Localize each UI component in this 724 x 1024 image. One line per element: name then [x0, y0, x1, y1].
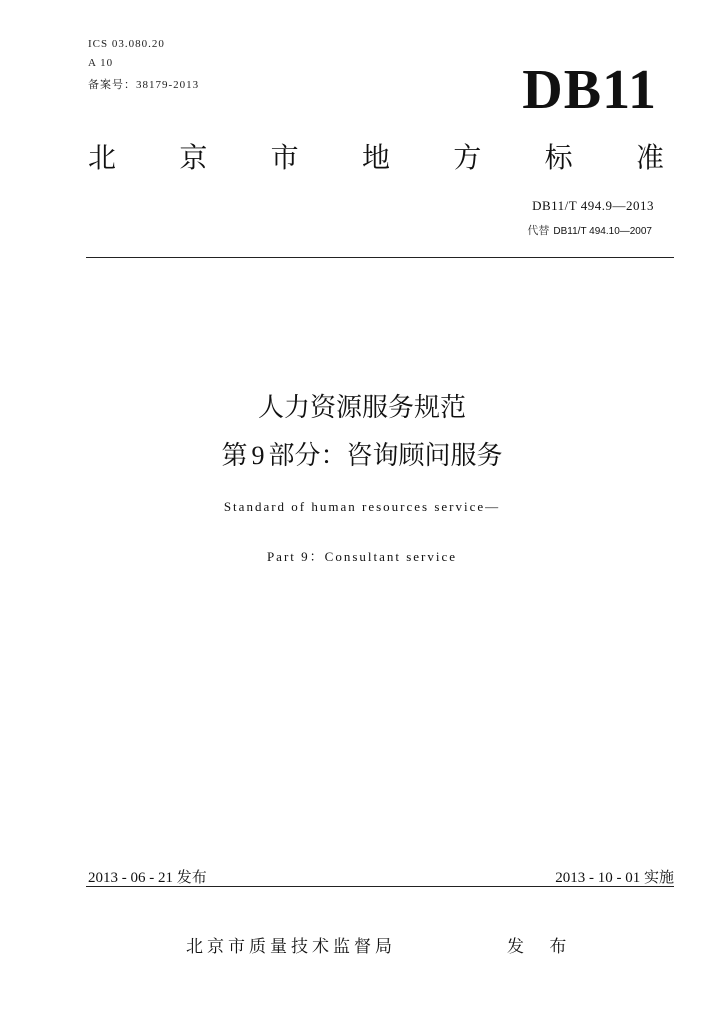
- title-part-prefix: 第: [221, 441, 248, 471]
- standard-number: DB11/T 494.9—2013: [532, 198, 654, 213]
- title-chinese-line-1: 人力资源服务规范: [257, 393, 466, 423]
- header-divider: [86, 257, 674, 258]
- implementation-date: [420, 866, 674, 887]
- issue-date: [88, 866, 207, 887]
- standard-type-char: 市: [270, 141, 299, 174]
- standard-type-char: 北: [88, 141, 117, 174]
- ics-code: ICS 03.080.20: [88, 38, 165, 50]
- footer-divider: [86, 886, 674, 887]
- title-chinese-line-2: [0, 436, 724, 476]
- replaces-number: DB11/T 494.10—2007: [553, 226, 652, 237]
- registration-label: 备案号：: [88, 78, 136, 91]
- ccs-code: A 10: [88, 57, 114, 69]
- standard-type-char: 准: [635, 141, 664, 174]
- title-part-rest: 部分：咨询顾问服务: [268, 441, 503, 471]
- standard-type-char: 方: [453, 141, 482, 174]
- registration-number: [88, 76, 199, 92]
- registration-value: 38179-2013: [136, 79, 200, 91]
- standard-type-char: 地: [361, 141, 390, 174]
- title-english-line-1: Standard of human resources service—: [223, 499, 501, 514]
- standard-type-char: 京: [179, 141, 208, 174]
- issue-action: 发 布: [507, 937, 577, 957]
- title-english-line-2: Part 9：Consultant service: [266, 549, 458, 564]
- db11-logo: DB11: [522, 59, 657, 121]
- issuing-authority: 北京市质量技术监督局: [186, 937, 396, 957]
- replaces-standard: [420, 222, 652, 238]
- issue-label: 发布: [176, 868, 207, 886]
- standard-type-heading: [88, 140, 664, 176]
- issue-date-value: 2013 - 06 - 21: [88, 870, 173, 886]
- title-part-number: 9: [251, 441, 265, 470]
- implementation-date-value: 2013 - 10 - 01: [555, 870, 641, 886]
- implementation-label: 实施: [643, 868, 674, 886]
- replaces-label: 代替: [527, 224, 550, 237]
- standard-type-char: 标: [544, 141, 573, 174]
